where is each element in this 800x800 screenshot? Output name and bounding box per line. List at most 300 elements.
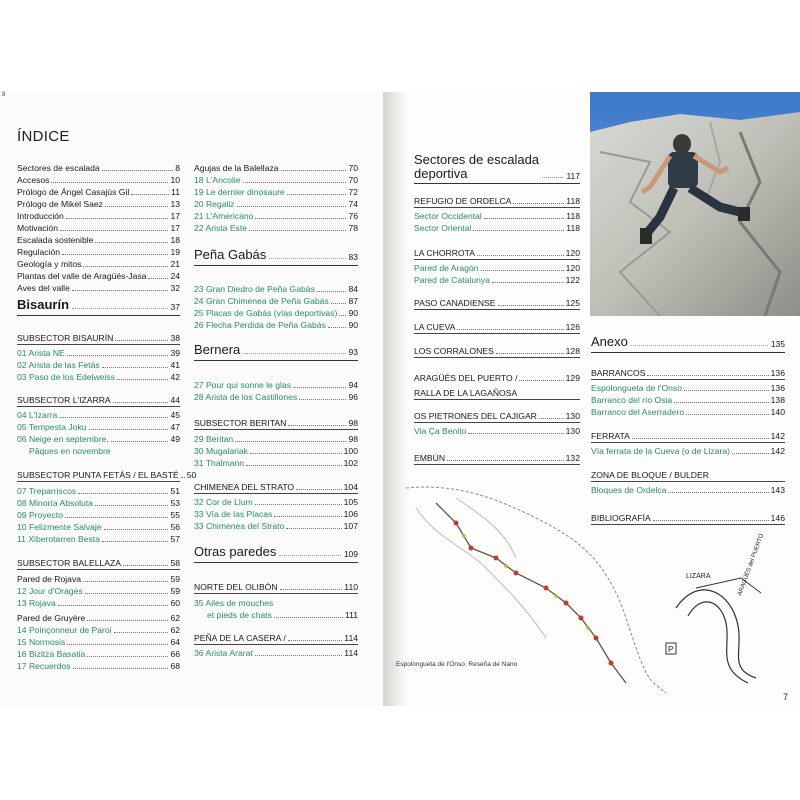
toc-entry[interactable] bbox=[414, 275, 580, 285]
leader-dots bbox=[59, 417, 168, 418]
toc-entry[interactable] bbox=[194, 392, 358, 402]
page-ref: 138 bbox=[770, 395, 785, 405]
leader-dots bbox=[286, 528, 341, 529]
toc-entry[interactable] bbox=[17, 510, 180, 520]
subsector-rule bbox=[414, 357, 580, 358]
entry-title: Geología y mitos bbox=[17, 259, 82, 269]
entry-title: SUBSECTOR L'IZARRA bbox=[17, 395, 111, 405]
leader-dots bbox=[274, 617, 343, 618]
toc-entry[interactable] bbox=[194, 509, 358, 519]
section-heading bbox=[194, 342, 358, 357]
subsector-entry[interactable] bbox=[414, 346, 580, 356]
page-ref: 11 bbox=[171, 187, 180, 197]
section-heading bbox=[194, 247, 358, 262]
toc-entry[interactable] bbox=[17, 522, 180, 532]
entry-title: 35 Ailes de mouches bbox=[194, 598, 274, 608]
entry-title: et pieds de chats bbox=[207, 610, 272, 620]
page-ref: 142 bbox=[770, 431, 785, 441]
leader-dots bbox=[95, 505, 168, 506]
subsector-entry[interactable] bbox=[591, 368, 785, 378]
page-ref: 109 bbox=[343, 549, 358, 559]
toc-entry[interactable] bbox=[194, 163, 358, 173]
subsector-entry[interactable] bbox=[414, 322, 580, 332]
subsector-entry[interactable] bbox=[194, 482, 358, 492]
toc-entry[interactable] bbox=[194, 320, 358, 330]
subsector-entry[interactable] bbox=[17, 470, 197, 480]
leader-dots bbox=[115, 340, 168, 341]
page-ref: 59 bbox=[170, 574, 180, 584]
entry-title: Pâques en novembre bbox=[29, 446, 111, 456]
toc-entry[interactable] bbox=[17, 199, 180, 209]
leader-dots bbox=[274, 516, 341, 517]
page-ref: 55 bbox=[170, 510, 180, 520]
toc-entry[interactable] bbox=[17, 283, 180, 293]
leader-dots bbox=[632, 438, 769, 439]
leader-dots bbox=[104, 529, 169, 530]
leader-dots bbox=[492, 282, 564, 283]
page-ref: 125 bbox=[565, 298, 580, 308]
entry-title: Sectores de escalada bbox=[17, 163, 100, 173]
subsector-rule bbox=[194, 593, 358, 594]
entry-title: 24 Gran Chimenea de Peña Gabás bbox=[194, 296, 329, 306]
leader-dots bbox=[105, 206, 168, 207]
leader-dots bbox=[83, 266, 168, 267]
toc-entry[interactable] bbox=[17, 175, 180, 185]
leader-dots bbox=[249, 230, 346, 231]
leader-dots bbox=[288, 425, 346, 426]
toc-entry[interactable] bbox=[194, 211, 358, 221]
toc-entry[interactable] bbox=[591, 446, 785, 456]
page-ref: 42 bbox=[170, 372, 180, 382]
entry-title: ARAGÜÉS DEL PUERTO / bbox=[414, 373, 518, 383]
section-title: Otras paredes bbox=[194, 544, 277, 559]
leader-dots bbox=[293, 387, 346, 388]
page-ref: 59 bbox=[170, 586, 180, 596]
page-ref: 62 bbox=[170, 613, 180, 623]
section-title: Bisaurín bbox=[17, 297, 70, 312]
subsector-rule bbox=[414, 207, 580, 208]
entry-title: Motivación bbox=[17, 223, 59, 233]
section-title-line1: Sectores de escalada bbox=[414, 152, 540, 167]
leader-dots bbox=[83, 581, 168, 582]
section-heading bbox=[194, 544, 358, 559]
leader-dots bbox=[58, 605, 169, 606]
leader-dots bbox=[60, 230, 168, 231]
toc-entry[interactable] bbox=[17, 498, 180, 508]
page-ref: 37 bbox=[170, 302, 180, 312]
entry-title: Pared de Rojava bbox=[17, 574, 82, 584]
toc-entry[interactable] bbox=[414, 211, 580, 221]
parking-label: P bbox=[668, 645, 674, 654]
entry-title: BIBLIOGRAFÍA bbox=[591, 513, 651, 523]
subsector-entry[interactable] bbox=[591, 431, 785, 441]
leader-dots bbox=[72, 308, 168, 309]
page-ref: 118 bbox=[566, 223, 580, 233]
toc-entry[interactable] bbox=[194, 380, 358, 390]
entry-title: 19 Le dernier dinosaure bbox=[194, 187, 285, 197]
climber-photo bbox=[590, 92, 800, 316]
leader-dots bbox=[287, 194, 347, 195]
entry-title: 16 Bizitza Basatia bbox=[17, 649, 86, 659]
toc-entry[interactable] bbox=[17, 247, 180, 257]
page-ref: 51 bbox=[170, 486, 180, 496]
subsector-entry[interactable] bbox=[414, 373, 580, 383]
entry-title: FERRATA bbox=[591, 431, 630, 441]
leader-dots bbox=[85, 593, 169, 594]
page-number: 7 bbox=[783, 692, 789, 702]
page-ref: 83 bbox=[348, 252, 358, 262]
toc-entry[interactable] bbox=[194, 497, 358, 507]
toc-entry[interactable] bbox=[414, 223, 580, 233]
corner-mark: 8 bbox=[2, 92, 6, 98]
leader-dots bbox=[87, 620, 168, 621]
entry-title: Pared de Aragón bbox=[414, 263, 479, 273]
page-ref: 90 bbox=[348, 308, 358, 318]
leader-dots bbox=[246, 465, 342, 466]
toc-entry[interactable] bbox=[194, 175, 358, 185]
subsector-rule bbox=[414, 399, 580, 400]
entry-title: Plantas del valle de Aragüés-Jasa bbox=[17, 271, 147, 281]
entry-title: Pared de Gruyère bbox=[17, 613, 86, 623]
subsector-entry[interactable] bbox=[17, 395, 180, 405]
puerto-label: ARAGÜÉS del PUERTO bbox=[737, 533, 766, 597]
toc-entry[interactable] bbox=[17, 223, 180, 233]
toc-entry[interactable] bbox=[194, 446, 358, 456]
leader-dots bbox=[674, 402, 768, 403]
page-ref: 111 bbox=[344, 610, 358, 620]
section-rule bbox=[591, 352, 785, 353]
page-ref: 93 bbox=[348, 347, 358, 357]
page-ref: 114 bbox=[344, 648, 358, 658]
page-ref: 135 bbox=[770, 339, 785, 349]
section-title-line2: deportiva bbox=[414, 166, 468, 181]
page-ref: 110 bbox=[344, 582, 358, 592]
toc-entry[interactable] bbox=[194, 296, 358, 306]
toc-entry[interactable] bbox=[17, 271, 180, 281]
leader-dots bbox=[95, 242, 168, 243]
section-title: Bernera bbox=[194, 342, 241, 357]
section-rule bbox=[194, 360, 358, 361]
page-ref: 24 bbox=[170, 271, 180, 281]
toc-entry[interactable] bbox=[591, 407, 785, 417]
page-ref: 38 bbox=[170, 333, 180, 343]
section-title bbox=[414, 153, 539, 181]
toc-entry[interactable] bbox=[17, 534, 180, 544]
subsector-entry[interactable] bbox=[194, 633, 358, 643]
page-ref: 18 bbox=[170, 235, 180, 245]
toc-entry[interactable] bbox=[194, 598, 358, 608]
toc-entry[interactable] bbox=[17, 434, 180, 444]
entry-title: 31 Thalmann bbox=[194, 458, 245, 468]
entry-title: 10 Felizmente Salvaje bbox=[17, 522, 102, 532]
leader-dots bbox=[647, 375, 768, 376]
page-ref: 126 bbox=[565, 322, 580, 332]
subsector-entry[interactable] bbox=[17, 333, 180, 343]
entry-title: Introducción bbox=[17, 211, 64, 221]
page-ref: 98 bbox=[348, 418, 358, 428]
toc-entry[interactable] bbox=[194, 199, 358, 209]
page-ref: 104 bbox=[343, 482, 358, 492]
entry-title: SUBSECTOR BERITAN bbox=[194, 418, 287, 428]
page-ref: 136 bbox=[770, 368, 785, 378]
entry-title: RALLA DE LA LAGAÑOSA bbox=[414, 388, 518, 398]
entry-title: 27 Pour qui sonne le glas bbox=[194, 380, 291, 390]
toc-entry[interactable] bbox=[17, 163, 180, 173]
entry-title: REFUGIO DE ORDELCA bbox=[414, 196, 512, 206]
leader-dots bbox=[72, 290, 169, 291]
toc-entry[interactable] bbox=[17, 649, 180, 659]
page-ref: 62 bbox=[170, 625, 180, 635]
subsector-entry[interactable] bbox=[414, 298, 580, 308]
toc-entry[interactable] bbox=[17, 574, 180, 584]
entry-title: 22 Arista Este bbox=[194, 223, 248, 233]
leader-dots bbox=[67, 355, 169, 356]
subsector-rule bbox=[591, 379, 785, 380]
toc-entry[interactable] bbox=[17, 637, 180, 647]
page-ref: 60 bbox=[170, 598, 180, 608]
toc-entry[interactable] bbox=[194, 284, 358, 294]
section-heading bbox=[17, 297, 180, 312]
page-ref: 129 bbox=[565, 373, 580, 383]
toc-entry[interactable] bbox=[17, 613, 180, 623]
toc-entry[interactable] bbox=[17, 372, 180, 382]
page-ref: 100 bbox=[343, 446, 358, 456]
leader-dots bbox=[148, 278, 168, 279]
subsector-entry[interactable] bbox=[414, 388, 580, 398]
leader-dots bbox=[66, 218, 169, 219]
toc-entry[interactable] bbox=[591, 383, 785, 393]
leader-dots bbox=[281, 170, 347, 171]
page-ref: 57 bbox=[170, 534, 180, 544]
toc-entry[interactable] bbox=[17, 625, 180, 635]
leader-dots bbox=[117, 379, 169, 380]
leader-dots bbox=[102, 170, 174, 171]
leader-dots bbox=[131, 194, 169, 195]
leader-dots bbox=[513, 203, 564, 204]
entry-title: PEÑA DE LA CASERA / bbox=[194, 633, 286, 643]
toc-entry[interactable] bbox=[17, 259, 180, 269]
page-ref: 50 bbox=[186, 470, 197, 480]
entry-title: 12 Jour d'Orages bbox=[17, 586, 83, 596]
page-ref: 17 bbox=[170, 211, 180, 221]
page-ref: 106 bbox=[343, 509, 358, 519]
leader-dots bbox=[447, 460, 564, 461]
entry-title: 18 L'Ancolie bbox=[194, 175, 241, 185]
subsector-rule bbox=[414, 422, 580, 423]
entry-title: 20 Regaliz bbox=[194, 199, 235, 209]
toc-entry[interactable] bbox=[591, 395, 785, 405]
entry-title: 28 Arista de los Castillones bbox=[194, 392, 298, 402]
index-title: ÍNDICE bbox=[17, 128, 70, 145]
subsector-rule bbox=[414, 309, 580, 310]
leader-dots bbox=[732, 453, 769, 454]
leader-dots bbox=[269, 258, 345, 259]
entry-title: Agujas de la Balellaza bbox=[194, 163, 279, 173]
page-ref: 118 bbox=[566, 196, 580, 206]
page-ref: 90 bbox=[348, 320, 358, 330]
toc-entry[interactable] bbox=[194, 187, 358, 197]
subsector-rule bbox=[414, 464, 580, 465]
entry-title: Accesos bbox=[17, 175, 50, 185]
entry-title: 03 Paso de los Edelweiss bbox=[17, 372, 115, 382]
subsector-entry[interactable] bbox=[414, 411, 580, 421]
leader-dots bbox=[279, 555, 340, 556]
subsector-entry[interactable] bbox=[194, 418, 358, 428]
leader-dots bbox=[477, 255, 564, 256]
page-ref: 118 bbox=[566, 211, 580, 221]
leader-dots bbox=[73, 668, 169, 669]
entry-title: 23 Gran Diedro de Peña Gabás bbox=[194, 284, 315, 294]
entry-title: 04 L'Izarra bbox=[17, 410, 58, 420]
entry-title: OS PIETRONES DEL CAJIGAR bbox=[414, 411, 537, 421]
toc-entry[interactable] bbox=[17, 422, 180, 432]
toc-entry[interactable] bbox=[17, 360, 180, 370]
entry-title: 36 Arista Ararat bbox=[194, 648, 253, 658]
section-rule bbox=[194, 562, 358, 563]
entry-title: SUBSECTOR BALELLAZA bbox=[17, 558, 121, 568]
page-ref: 120 bbox=[565, 263, 580, 273]
entry-title: Bloques de Ordelca bbox=[591, 485, 667, 495]
subsector-entry[interactable] bbox=[414, 196, 580, 206]
toc-entry[interactable] bbox=[17, 598, 180, 608]
toc-entry[interactable] bbox=[17, 187, 180, 197]
leader-dots bbox=[288, 640, 343, 641]
leader-dots bbox=[498, 305, 564, 306]
leader-dots bbox=[102, 541, 168, 542]
toc-entry[interactable] bbox=[194, 434, 358, 444]
entry-title: 13 Rojava bbox=[17, 598, 56, 608]
toc-entry[interactable] bbox=[194, 223, 358, 233]
toc-entry[interactable] bbox=[17, 586, 180, 596]
page-ref: 47 bbox=[170, 422, 180, 432]
subsector-rule bbox=[17, 406, 180, 407]
leader-dots bbox=[235, 441, 346, 442]
page-ref: 49 bbox=[170, 434, 180, 444]
toc-entry[interactable] bbox=[17, 486, 180, 496]
toc-entry[interactable] bbox=[17, 211, 180, 221]
entry-title: 17 Recuerdos bbox=[17, 661, 71, 671]
toc-entry[interactable] bbox=[17, 410, 180, 420]
toc-entry[interactable] bbox=[414, 263, 580, 273]
entry-title: 21 L'Americano bbox=[194, 211, 254, 221]
toc-entry[interactable] bbox=[17, 446, 180, 456]
toc-entry[interactable] bbox=[194, 648, 358, 658]
page-ref: 102 bbox=[343, 458, 358, 468]
entry-title: 08 Minoría Absoluta bbox=[17, 498, 93, 508]
entry-title: 11 Xiberotarren Besta bbox=[17, 534, 100, 544]
leader-dots bbox=[65, 517, 169, 518]
entry-title: ZONA DE BLOQUE / BULDER bbox=[591, 470, 709, 480]
subsector-entry[interactable] bbox=[17, 558, 180, 568]
toc-entry[interactable] bbox=[194, 458, 358, 468]
entry-title: Espolongueta de l'Onso bbox=[591, 383, 682, 393]
leader-dots bbox=[87, 656, 168, 657]
entry-title: Barranco del río Osia bbox=[591, 395, 673, 405]
toc-entry[interactable] bbox=[17, 235, 180, 245]
leader-dots bbox=[89, 429, 169, 430]
entry-title: SUBSECTOR PUNTA FETÁS / EL BASTÉ bbox=[17, 470, 179, 480]
toc-entry[interactable] bbox=[194, 308, 358, 318]
page-ref: 41 bbox=[170, 360, 180, 370]
page-ref: 53 bbox=[170, 498, 180, 508]
leader-dots bbox=[481, 270, 564, 271]
leader-dots bbox=[317, 291, 347, 292]
subsector-rule bbox=[194, 429, 358, 430]
subsector-entry[interactable] bbox=[194, 582, 358, 592]
leader-dots bbox=[457, 329, 563, 330]
toc-entry[interactable] bbox=[194, 610, 358, 620]
subsector-rule bbox=[17, 344, 180, 345]
page-ref: 128 bbox=[565, 346, 580, 356]
leader-dots bbox=[296, 489, 342, 490]
page-ref: 143 bbox=[770, 485, 785, 495]
leader-dots bbox=[237, 206, 347, 207]
page-ref: 146 bbox=[770, 513, 785, 523]
leader-dots bbox=[328, 327, 347, 328]
entry-title: Aves del valle bbox=[17, 283, 70, 293]
leader-dots bbox=[468, 433, 563, 434]
leader-dots bbox=[280, 589, 343, 590]
page-ref: 117 bbox=[566, 171, 580, 181]
entry-title: 26 Flecha Perdida de Peña Gabás bbox=[194, 320, 326, 330]
subsector-entry[interactable] bbox=[414, 248, 580, 258]
entry-title: Prólogo de Mikel Saez bbox=[17, 199, 103, 209]
toc-entry[interactable] bbox=[17, 348, 180, 358]
page-ref: 8 bbox=[175, 163, 180, 173]
leader-dots bbox=[255, 218, 346, 219]
page-ref: 130 bbox=[565, 411, 580, 421]
page-ref: 105 bbox=[343, 497, 358, 507]
leader-dots bbox=[686, 414, 769, 415]
page-ref: 87 bbox=[348, 296, 358, 306]
page-ref: 136 bbox=[770, 383, 785, 393]
subsector-rule bbox=[414, 333, 580, 334]
lizara-label: LIZARA bbox=[686, 573, 711, 580]
subsector-rule bbox=[414, 259, 580, 260]
page-ref: 17 bbox=[170, 223, 180, 233]
leader-dots bbox=[51, 182, 168, 183]
section-rule bbox=[17, 315, 180, 316]
entry-title: 07 Treparriscos bbox=[17, 486, 77, 496]
page-ref: 122 bbox=[565, 275, 580, 285]
subsector-entry[interactable] bbox=[414, 453, 580, 463]
leader-dots bbox=[67, 644, 168, 645]
entry-title: PASO CANADIENSE bbox=[414, 298, 496, 308]
leader-dots bbox=[496, 353, 564, 354]
leader-dots bbox=[339, 315, 346, 316]
page-ref: 64 bbox=[170, 637, 180, 647]
leader-dots bbox=[684, 390, 769, 391]
section-rule bbox=[414, 183, 580, 184]
section-title: Anexo bbox=[591, 334, 628, 349]
page-ref: 114 bbox=[344, 633, 358, 643]
page-ref: 13 bbox=[170, 199, 180, 209]
leader-dots bbox=[78, 493, 168, 494]
subsector-rule bbox=[17, 481, 180, 482]
page-ref: 120 bbox=[565, 248, 580, 258]
page-ref: 74 bbox=[348, 199, 358, 209]
leader-dots bbox=[473, 230, 564, 231]
page-ref: 44 bbox=[170, 395, 180, 405]
toc-entry[interactable] bbox=[17, 661, 180, 671]
leader-dots bbox=[255, 504, 342, 505]
toc-entry[interactable] bbox=[414, 426, 580, 436]
entry-title: 15 Normosis bbox=[17, 637, 66, 647]
toc-entry[interactable] bbox=[194, 521, 358, 531]
leader-dots bbox=[123, 565, 168, 566]
page-ref: 130 bbox=[565, 426, 580, 436]
leader-dots bbox=[255, 655, 343, 656]
